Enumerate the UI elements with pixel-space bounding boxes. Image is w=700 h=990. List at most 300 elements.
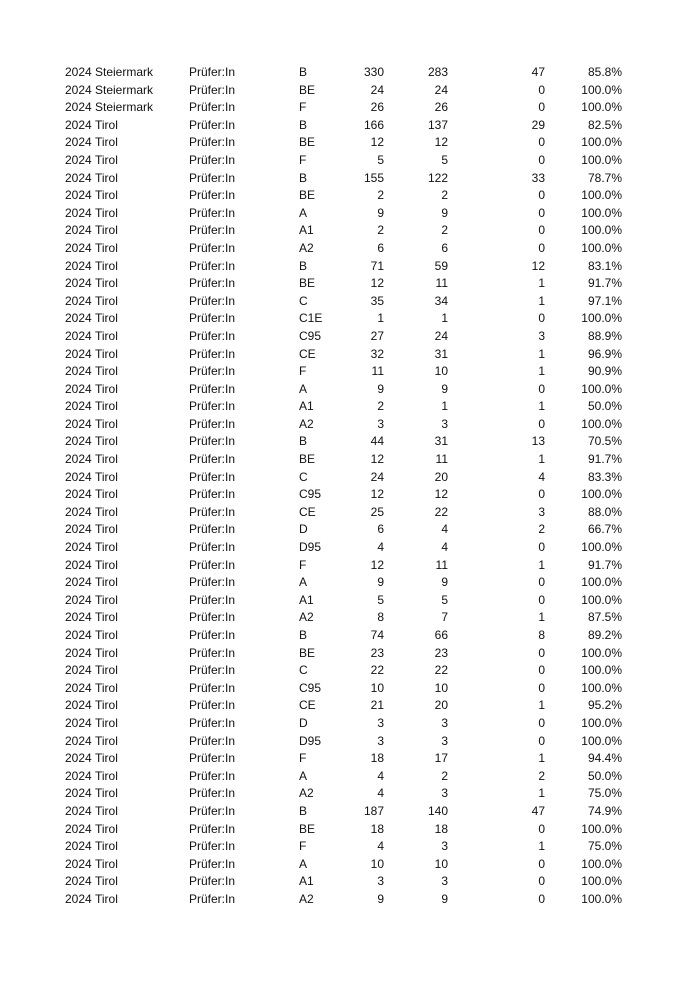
cell-license-class: BE xyxy=(299,821,316,836)
cell-region: Tirol xyxy=(95,205,118,220)
table-row xyxy=(0,873,700,891)
cell-total: 1 xyxy=(377,311,384,326)
cell-failed: 0 xyxy=(538,645,545,660)
cell-failed: 13 xyxy=(531,434,545,449)
cell-examiner: Prüfer:In xyxy=(189,152,236,167)
cell-passed: 22 xyxy=(434,663,448,678)
cell-total: 24 xyxy=(370,82,384,97)
cell-passed: 31 xyxy=(434,346,448,361)
cell-pass-rate: 88.9% xyxy=(587,328,622,343)
cell-passed: 10 xyxy=(434,856,448,871)
cell-failed: 1 xyxy=(538,364,545,379)
cell-license-class: A1 xyxy=(299,399,314,414)
cell-failed: 3 xyxy=(538,504,545,519)
cell-pass-rate: 100.0% xyxy=(581,311,622,326)
table-row xyxy=(0,697,700,715)
cell-license-class: A xyxy=(299,381,308,396)
cell-region: Tirol xyxy=(95,434,118,449)
cell-failed: 0 xyxy=(538,821,545,836)
cell-pass-rate: 89.2% xyxy=(587,628,622,642)
cell-license-class: C xyxy=(299,663,308,678)
cell-year: 2024 xyxy=(65,768,92,783)
cell-pass-rate: 50.0% xyxy=(587,768,622,783)
cell-total: 18 xyxy=(370,751,384,766)
cell-region: Tirol xyxy=(95,258,118,273)
cell-examiner: Prüfer:In xyxy=(189,610,236,625)
cell-failed: 0 xyxy=(538,82,545,97)
cell-pass-rate: 91.7% xyxy=(587,276,622,291)
cell-pass-rate: 100.0% xyxy=(581,381,622,396)
cell-failed: 33 xyxy=(531,170,545,185)
cell-license-class: BE xyxy=(299,82,316,97)
cell-license-class: B xyxy=(299,628,308,642)
cell-license-class: B xyxy=(299,170,308,185)
cell-year: 2024 xyxy=(65,645,92,660)
cell-year: 2024 xyxy=(65,188,92,203)
table-row xyxy=(0,99,700,117)
cell-year: 2024 xyxy=(65,258,92,273)
table-row xyxy=(0,504,700,522)
cell-year: 2024 xyxy=(65,364,92,379)
cell-passed: 24 xyxy=(434,82,448,97)
cell-passed: 10 xyxy=(434,364,448,379)
cell-year: 2024 xyxy=(65,452,92,467)
cell-total: 3 xyxy=(377,733,384,748)
table-row xyxy=(0,803,700,821)
table-row xyxy=(0,680,700,698)
cell-passed: 5 xyxy=(441,592,448,607)
cell-pass-rate: 100.0% xyxy=(581,874,622,889)
table-row xyxy=(0,170,700,188)
cell-region: Tirol xyxy=(95,663,118,678)
cell-total: 35 xyxy=(370,293,384,308)
cell-failed: 0 xyxy=(538,891,545,906)
cell-failed: 0 xyxy=(538,223,545,238)
cell-examiner: Prüfer:In xyxy=(189,416,236,431)
table-row xyxy=(0,293,700,311)
cell-total: 3 xyxy=(377,874,384,889)
cell-passed: 12 xyxy=(434,487,448,502)
cell-examiner: Prüfer:In xyxy=(189,803,236,818)
cell-pass-rate: 94.4% xyxy=(587,751,622,766)
cell-failed: 29 xyxy=(531,117,545,132)
cell-region: Tirol xyxy=(95,821,118,836)
cell-passed: 23 xyxy=(434,645,448,660)
cell-failed: 0 xyxy=(538,416,545,431)
cell-license-class: CE xyxy=(299,504,316,519)
cell-total: 44 xyxy=(370,434,384,449)
cell-examiner: Prüfer:In xyxy=(189,663,236,678)
cell-region: Tirol xyxy=(95,452,118,467)
cell-failed: 0 xyxy=(538,487,545,502)
cell-examiner: Prüfer:In xyxy=(189,170,236,185)
cell-pass-rate: 100.0% xyxy=(581,416,622,431)
cell-failed: 1 xyxy=(538,276,545,291)
cell-failed: 1 xyxy=(538,399,545,414)
cell-region: Tirol xyxy=(95,557,118,572)
cell-failed: 1 xyxy=(538,786,545,801)
cell-region: Tirol xyxy=(95,293,118,308)
table-row xyxy=(0,187,700,205)
cell-passed: 31 xyxy=(434,434,448,449)
cell-passed: 11 xyxy=(435,452,448,467)
cell-examiner: Prüfer:In xyxy=(189,768,236,783)
cell-year: 2024 xyxy=(65,311,92,326)
cell-failed: 0 xyxy=(538,663,545,678)
cell-examiner: Prüfer:In xyxy=(189,874,236,889)
cell-year: 2024 xyxy=(65,715,92,730)
cell-pass-rate: 91.7% xyxy=(587,452,622,467)
cell-pass-rate: 87.5% xyxy=(587,610,622,625)
cell-year: 2024 xyxy=(65,399,92,414)
cell-year: 2024 xyxy=(65,82,92,97)
cell-year: 2024 xyxy=(65,610,92,625)
cell-examiner: Prüfer:In xyxy=(189,135,236,150)
cell-total: 8 xyxy=(377,610,384,625)
cell-year: 2024 xyxy=(65,487,92,502)
cell-passed: 4 xyxy=(441,522,448,537)
cell-license-class: D95 xyxy=(299,733,322,748)
cell-examiner: Prüfer:In xyxy=(189,276,236,291)
cell-license-class: C95 xyxy=(299,487,322,502)
cell-region: Tirol xyxy=(95,698,118,713)
cell-total: 12 xyxy=(370,135,384,150)
cell-total: 6 xyxy=(377,240,384,255)
cell-total: 32 xyxy=(370,346,384,361)
cell-total: 71 xyxy=(370,258,384,273)
cell-failed: 47 xyxy=(531,65,545,79)
cell-pass-rate: 74.9% xyxy=(587,803,622,818)
table-row xyxy=(0,785,700,803)
cell-examiner: Prüfer:In xyxy=(189,399,236,414)
cell-passed: 3 xyxy=(441,786,448,801)
cell-examiner: Prüfer:In xyxy=(189,240,236,255)
cell-passed: 9 xyxy=(441,381,448,396)
cell-pass-rate: 100.0% xyxy=(581,575,622,590)
cell-region: Tirol xyxy=(95,856,118,871)
cell-passed: 2 xyxy=(441,223,448,238)
cell-year: 2024 xyxy=(65,786,92,801)
cell-region: Tirol xyxy=(95,522,118,537)
cell-year: 2024 xyxy=(65,522,92,537)
table-row xyxy=(0,416,700,434)
cell-license-class: BE xyxy=(299,135,316,150)
cell-passed: 3 xyxy=(441,733,448,748)
cell-failed: 0 xyxy=(538,680,545,695)
cell-passed: 9 xyxy=(441,575,448,590)
cell-examiner: Prüfer:In xyxy=(189,469,236,484)
cell-failed: 0 xyxy=(538,240,545,255)
table-row xyxy=(0,275,700,293)
table-row xyxy=(0,469,700,487)
cell-pass-rate: 100.0% xyxy=(581,205,622,220)
cell-passed: 140 xyxy=(427,803,448,818)
cell-examiner: Prüfer:In xyxy=(189,540,236,555)
table-row xyxy=(0,715,700,733)
cell-pass-rate: 100.0% xyxy=(581,188,622,203)
cell-passed: 20 xyxy=(434,698,448,713)
cell-license-class: F xyxy=(299,839,307,854)
cell-examiner: Prüfer:In xyxy=(189,364,236,379)
cell-examiner: Prüfer:In xyxy=(189,786,236,801)
cell-total: 21 xyxy=(370,698,384,713)
table-row xyxy=(0,451,700,469)
cell-examiner: Prüfer:In xyxy=(189,346,236,361)
cell-pass-rate: 75.0% xyxy=(587,839,622,854)
cell-region: Tirol xyxy=(95,381,118,396)
cell-passed: 24 xyxy=(434,328,448,343)
cell-total: 27 xyxy=(370,328,384,343)
cell-year: 2024 xyxy=(65,293,92,308)
cell-pass-rate: 100.0% xyxy=(581,645,622,660)
cell-region: Steiermark xyxy=(95,100,154,115)
cell-examiner: Prüfer:In xyxy=(189,575,236,590)
cell-passed: 3 xyxy=(441,839,448,854)
cell-year: 2024 xyxy=(65,504,92,519)
cell-passed: 11 xyxy=(435,276,448,291)
cell-year: 2024 xyxy=(65,663,92,678)
cell-passed: 9 xyxy=(441,205,448,220)
cell-license-class: A2 xyxy=(299,786,314,801)
cell-passed: 6 xyxy=(441,240,448,255)
cell-pass-rate: 100.0% xyxy=(581,663,622,678)
cell-failed: 0 xyxy=(538,381,545,396)
cell-region: Tirol xyxy=(95,768,118,783)
cell-examiner: Prüfer:In xyxy=(189,117,236,132)
table-row xyxy=(0,733,700,751)
cell-year: 2024 xyxy=(65,205,92,220)
cell-total: 4 xyxy=(377,786,384,801)
cell-failed: 4 xyxy=(538,469,545,484)
table-row xyxy=(0,258,700,276)
cell-region: Tirol xyxy=(95,487,118,502)
table-row xyxy=(0,821,700,839)
cell-pass-rate: 66.7% xyxy=(587,522,622,537)
cell-total: 22 xyxy=(370,663,384,678)
cell-passed: 66 xyxy=(434,628,448,642)
cell-total: 5 xyxy=(377,152,384,167)
cell-region: Tirol xyxy=(95,628,118,642)
cell-region: Tirol xyxy=(95,803,118,818)
cell-license-class: A xyxy=(299,856,308,871)
cell-total: 4 xyxy=(377,540,384,555)
table-row xyxy=(0,152,700,170)
cell-license-class: A xyxy=(299,575,308,590)
cell-total: 12 xyxy=(370,276,384,291)
cell-region: Tirol xyxy=(95,575,118,590)
cell-region: Tirol xyxy=(95,469,118,484)
cell-failed: 1 xyxy=(538,751,545,766)
table-row xyxy=(0,609,700,627)
cell-license-class: A2 xyxy=(299,610,314,625)
cell-license-class: C95 xyxy=(299,680,322,695)
cell-year: 2024 xyxy=(65,434,92,449)
cell-year: 2024 xyxy=(65,856,92,871)
cell-pass-rate: 100.0% xyxy=(581,891,622,906)
cell-year: 2024 xyxy=(65,223,92,238)
data-table xyxy=(0,64,700,909)
cell-license-class: D95 xyxy=(299,540,322,555)
cell-examiner: Prüfer:In xyxy=(189,452,236,467)
cell-examiner: Prüfer:In xyxy=(189,856,236,871)
cell-license-class: F xyxy=(299,152,307,167)
cell-pass-rate: 83.1% xyxy=(587,258,622,273)
table-row xyxy=(0,64,700,82)
cell-license-class: A2 xyxy=(299,416,314,431)
cell-region: Tirol xyxy=(95,680,118,695)
cell-year: 2024 xyxy=(65,276,92,291)
cell-failed: 1 xyxy=(538,698,545,713)
cell-license-class: C1E xyxy=(299,311,323,326)
table-row xyxy=(0,645,700,663)
cell-total: 2 xyxy=(377,188,384,203)
cell-failed: 1 xyxy=(538,557,545,572)
cell-examiner: Prüfer:In xyxy=(189,82,236,97)
cell-region: Tirol xyxy=(95,152,118,167)
cell-failed: 0 xyxy=(538,188,545,203)
cell-failed: 1 xyxy=(538,610,545,625)
cell-region: Tirol xyxy=(95,135,118,150)
cell-examiner: Prüfer:In xyxy=(189,188,236,203)
cell-passed: 3 xyxy=(441,416,448,431)
cell-license-class: CE xyxy=(299,346,316,361)
table-row xyxy=(0,486,700,504)
cell-total: 155 xyxy=(363,170,384,185)
cell-license-class: D xyxy=(299,715,308,730)
cell-region: Tirol xyxy=(95,117,118,132)
cell-examiner: Prüfer:In xyxy=(189,891,236,906)
table-row xyxy=(0,838,700,856)
cell-pass-rate: 85.8% xyxy=(587,65,622,79)
cell-passed: 283 xyxy=(427,65,448,79)
cell-region: Tirol xyxy=(95,240,118,255)
table-row xyxy=(0,433,700,451)
cell-total: 166 xyxy=(363,117,384,132)
cell-passed: 3 xyxy=(441,715,448,730)
cell-total: 12 xyxy=(370,487,384,502)
table-row xyxy=(0,310,700,328)
cell-license-class: BE xyxy=(299,645,316,660)
table-row xyxy=(0,750,700,768)
cell-total: 2 xyxy=(377,223,384,238)
cell-failed: 0 xyxy=(538,205,545,220)
cell-passed: 1 xyxy=(441,311,448,326)
cell-pass-rate: 100.0% xyxy=(581,100,622,115)
cell-pass-rate: 100.0% xyxy=(581,240,622,255)
cell-examiner: Prüfer:In xyxy=(189,698,236,713)
cell-pass-rate: 97.1% xyxy=(587,293,622,308)
cell-examiner: Prüfer:In xyxy=(189,733,236,748)
cell-total: 330 xyxy=(363,65,384,79)
cell-license-class: A2 xyxy=(299,891,314,906)
cell-failed: 0 xyxy=(538,311,545,326)
cell-region: Tirol xyxy=(95,610,118,625)
cell-region: Tirol xyxy=(95,733,118,748)
cell-passed: 7 xyxy=(441,610,448,625)
table-row xyxy=(0,891,700,909)
cell-examiner: Prüfer:In xyxy=(189,751,236,766)
cell-failed: 1 xyxy=(538,839,545,854)
cell-pass-rate: 100.0% xyxy=(581,487,622,502)
cell-failed: 2 xyxy=(538,768,545,783)
cell-license-class: B xyxy=(299,258,308,273)
cell-year: 2024 xyxy=(65,698,92,713)
cell-total: 9 xyxy=(377,205,384,220)
cell-failed: 3 xyxy=(538,328,545,343)
cell-passed: 17 xyxy=(434,751,448,766)
cell-examiner: Prüfer:In xyxy=(189,293,236,308)
table-row xyxy=(0,134,700,152)
cell-total: 5 xyxy=(377,592,384,607)
cell-failed: 8 xyxy=(538,628,545,642)
cell-pass-rate: 100.0% xyxy=(581,223,622,238)
cell-total: 18 xyxy=(370,821,384,836)
cell-total: 24 xyxy=(370,469,384,484)
cell-failed: 0 xyxy=(538,733,545,748)
cell-total: 187 xyxy=(363,803,384,818)
cell-region: Tirol xyxy=(95,170,118,185)
table-row xyxy=(0,205,700,223)
cell-examiner: Prüfer:In xyxy=(189,839,236,854)
table-row xyxy=(0,117,700,135)
cell-region: Tirol xyxy=(95,416,118,431)
cell-license-class: BE xyxy=(299,452,316,467)
table-row xyxy=(0,662,700,680)
table-row xyxy=(0,346,700,364)
table-row xyxy=(0,240,700,258)
cell-region: Tirol xyxy=(95,346,118,361)
cell-passed: 9 xyxy=(441,891,448,906)
cell-region: Tirol xyxy=(95,399,118,414)
cell-region: Tirol xyxy=(95,751,118,766)
cell-license-class: A xyxy=(299,205,308,220)
cell-license-class: F xyxy=(299,364,307,379)
cell-year: 2024 xyxy=(65,557,92,572)
cell-examiner: Prüfer:In xyxy=(189,434,236,449)
table-row xyxy=(0,381,700,399)
cell-license-class: C xyxy=(299,469,308,484)
cell-year: 2024 xyxy=(65,170,92,185)
cell-region: Tirol xyxy=(95,874,118,889)
cell-year: 2024 xyxy=(65,346,92,361)
cell-total: 26 xyxy=(370,100,384,115)
cell-year: 2024 xyxy=(65,135,92,150)
cell-examiner: Prüfer:In xyxy=(189,628,236,642)
cell-pass-rate: 100.0% xyxy=(581,82,622,97)
cell-failed: 0 xyxy=(538,135,545,150)
cell-examiner: Prüfer:In xyxy=(189,645,236,660)
cell-year: 2024 xyxy=(65,65,92,79)
cell-total: 9 xyxy=(377,575,384,590)
cell-passed: 18 xyxy=(434,821,448,836)
cell-license-class: BE xyxy=(299,188,316,203)
cell-total: 11 xyxy=(371,364,384,379)
cell-passed: 10 xyxy=(434,680,448,695)
cell-failed: 0 xyxy=(538,575,545,590)
cell-examiner: Prüfer:In xyxy=(189,522,236,537)
cell-pass-rate: 100.0% xyxy=(581,540,622,555)
cell-examiner: Prüfer:In xyxy=(189,311,236,326)
cell-pass-rate: 75.0% xyxy=(587,786,622,801)
cell-region: Tirol xyxy=(95,592,118,607)
cell-failed: 0 xyxy=(538,874,545,889)
cell-failed: 0 xyxy=(538,856,545,871)
cell-examiner: Prüfer:In xyxy=(189,258,236,273)
cell-failed: 47 xyxy=(531,803,545,818)
cell-passed: 11 xyxy=(435,557,448,572)
table-row xyxy=(0,574,700,592)
cell-passed: 20 xyxy=(434,469,448,484)
